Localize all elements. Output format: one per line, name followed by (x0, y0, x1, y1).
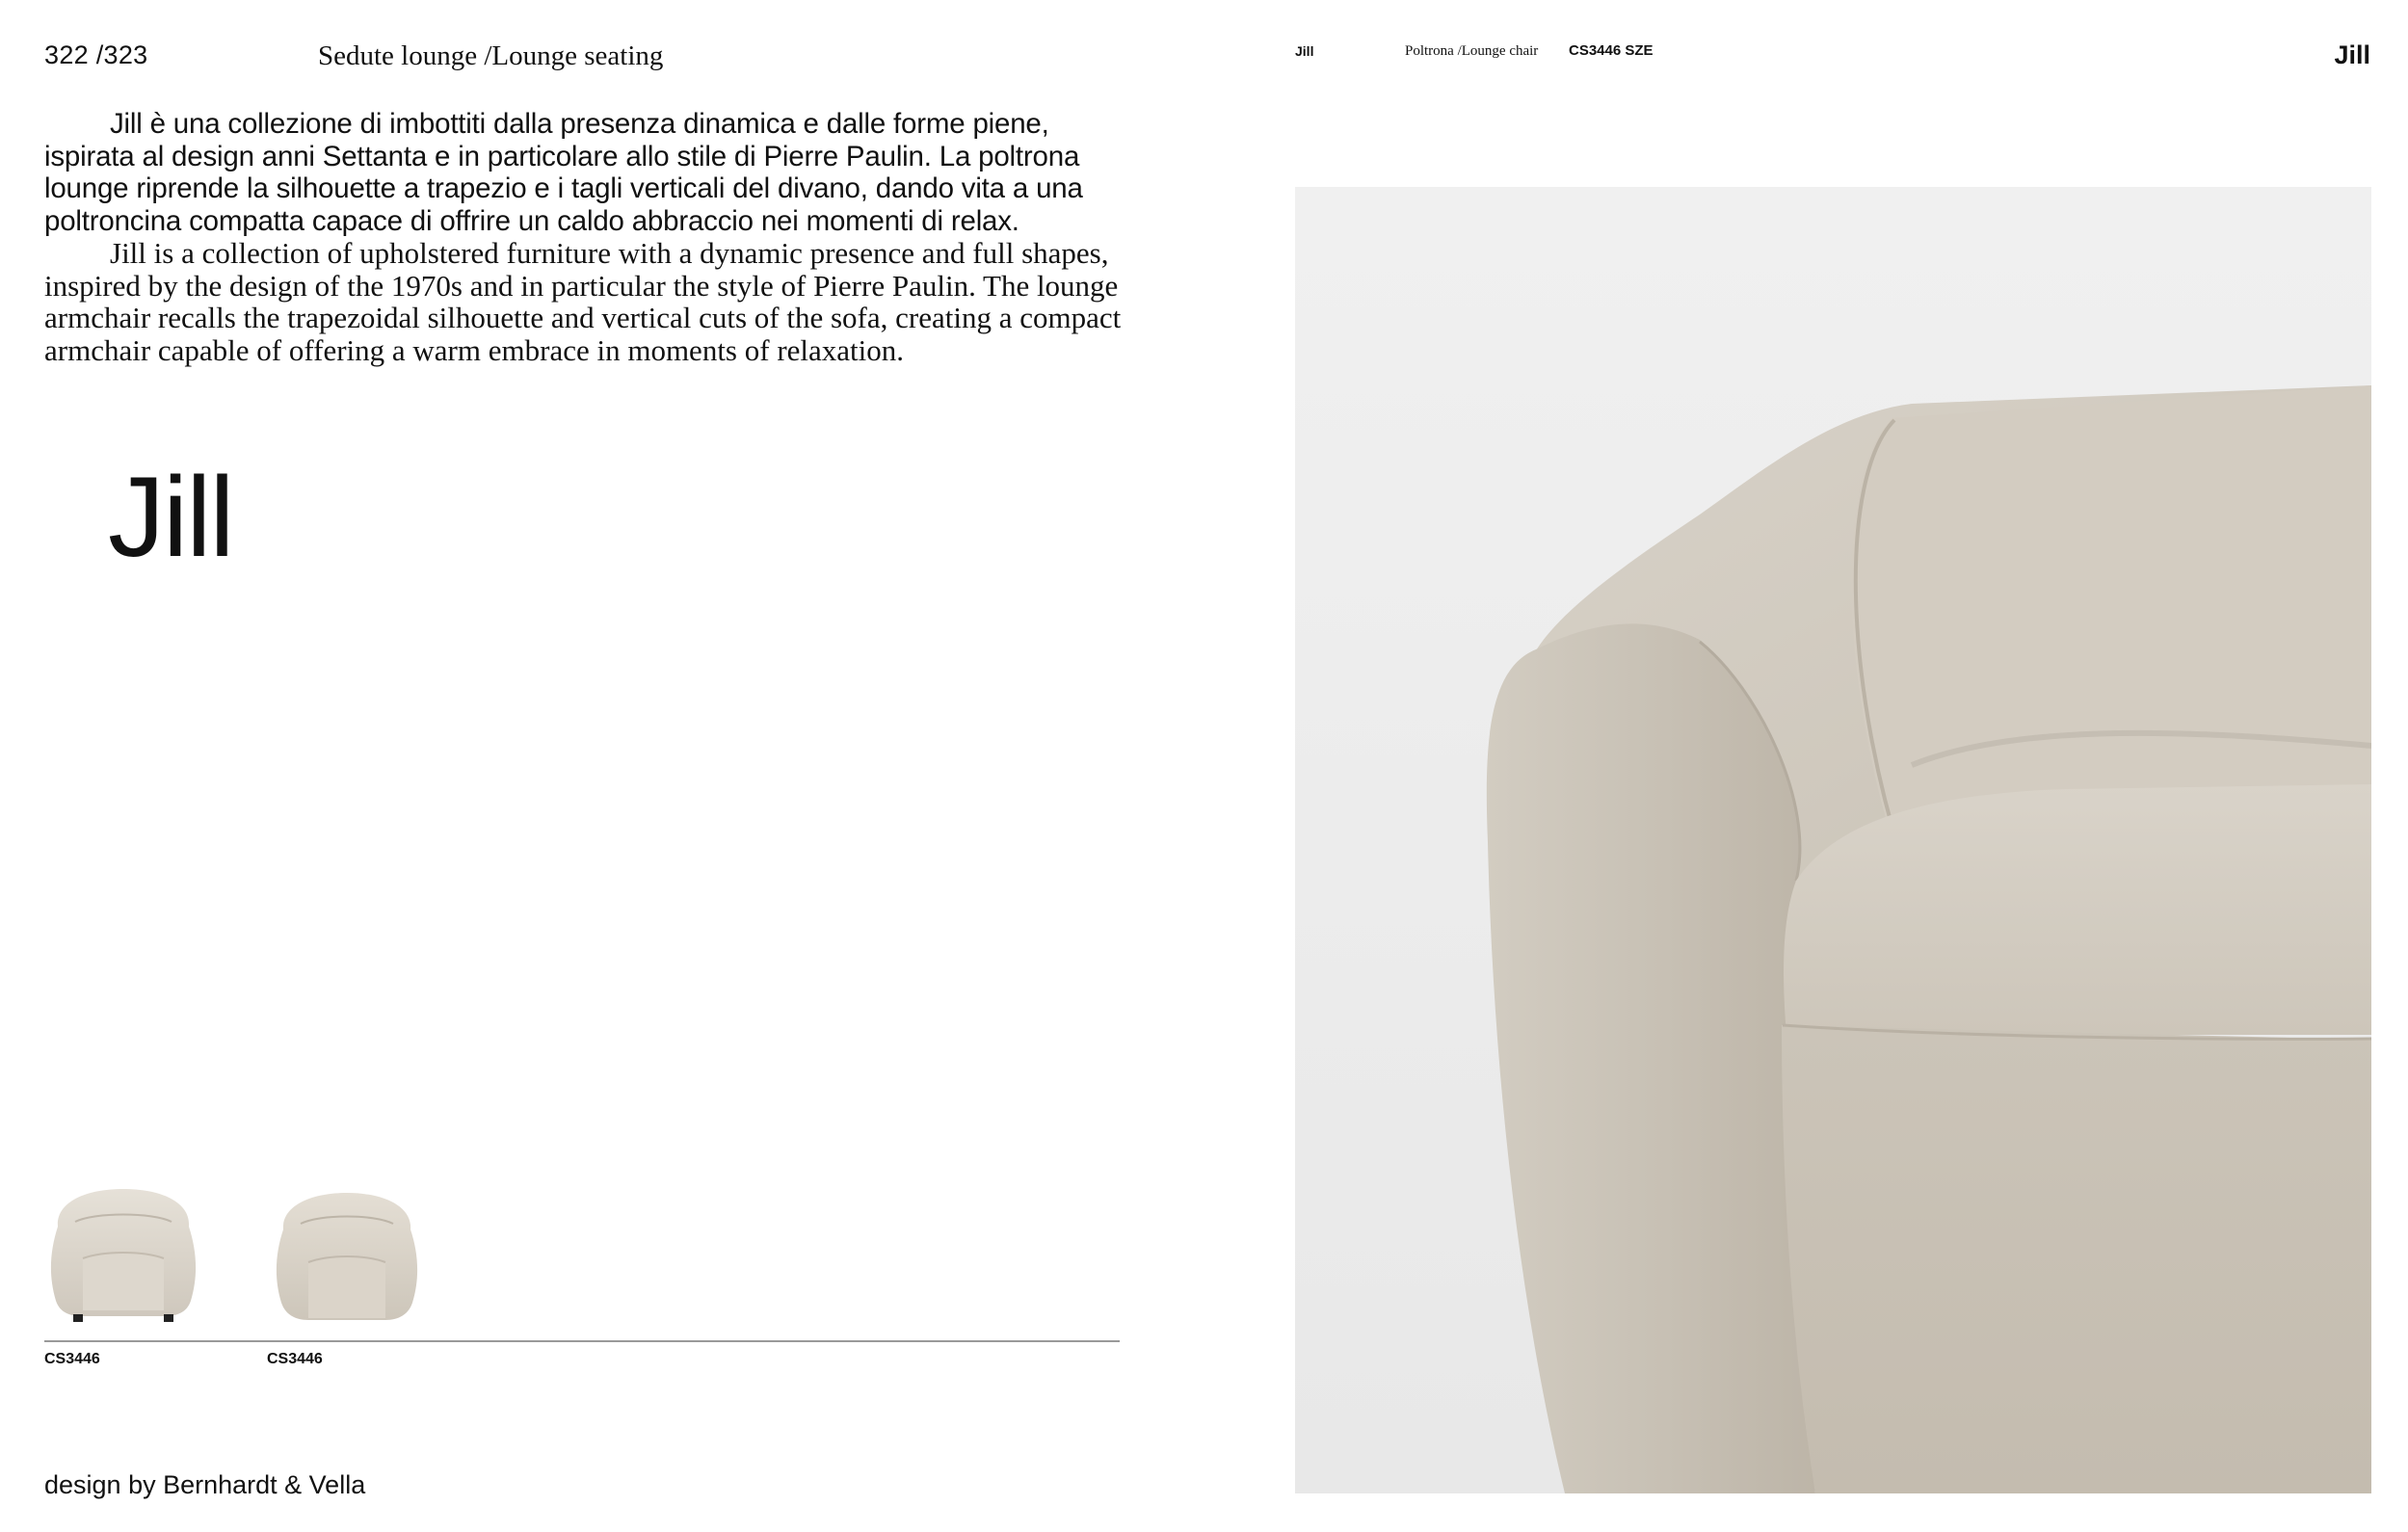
variant-code: CS3446 (44, 1351, 100, 1367)
collection-title: Jill (108, 454, 233, 581)
armchair-hero-photo (1295, 187, 2371, 1493)
page-numbers: 322 /323 (44, 40, 148, 69)
intro-english: Jill is a collection of upholstered furniture with a dynamic presence and full shapes, inspired by the design of the 1970s and in particular the style of Pierre Paulin. The lounge armchair recalls the trapezoidal silhouette and vertical cuts of the sofa, creating a compact armchair capable of offering a warm embrace in moments of relaxation. (44, 236, 1122, 367)
variant-code: CS3446 (267, 1351, 323, 1367)
divider-rule (44, 1340, 1120, 1342)
product-code-header: CS3446 SZE (1569, 42, 1654, 59)
running-title: Jill (2334, 40, 2370, 69)
product-type-header: Poltrona /Lounge chair (1405, 43, 1539, 59)
product-name-header: Jill (1295, 43, 1314, 59)
armchair-thumbnail-feet (37, 1183, 210, 1328)
intro-italian: Jill è una collezione di imbottiti dalla presenza dinamica e dalle forme piene, ispirata al design anni Settanta e in particolare allo stile di Pierre Paulin. La poltrona lounge riprende la silhouette a trapezio e i tagli verticali del divano, dando vita a una poltroncina compatta capace di offrire un caldo abbraccio nei momenti di relax. (44, 108, 1083, 237)
designer-credit: design by Bernhardt & Vella (44, 1470, 366, 1499)
section-title: Sedute lounge /Lounge seating (318, 40, 664, 71)
armchair-thumbnail-base (260, 1183, 434, 1328)
